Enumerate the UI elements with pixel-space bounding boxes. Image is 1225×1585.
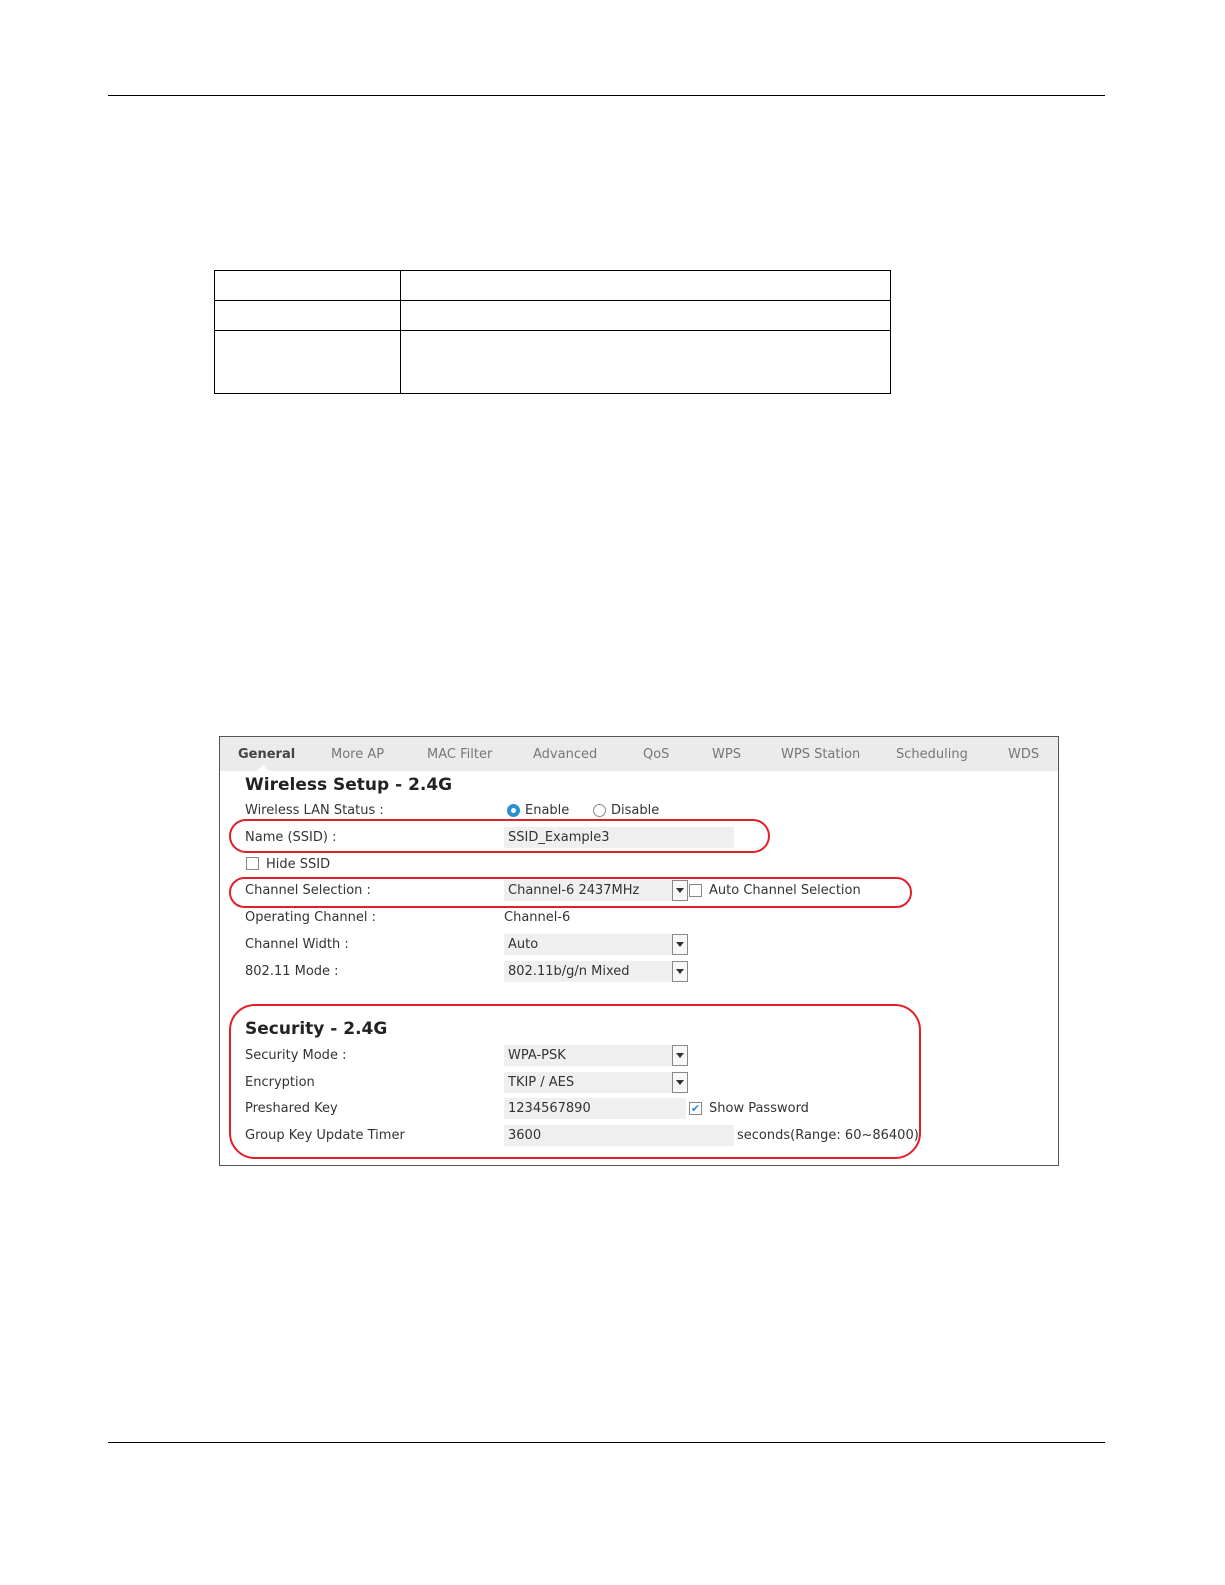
header-rule	[108, 95, 1105, 96]
ssid-highlight	[229, 819, 770, 853]
encryption-label: Encryption	[245, 1075, 315, 1090]
tab-qos[interactable]: QoS	[643, 747, 670, 762]
table-row	[215, 301, 891, 331]
mode-select[interactable]	[504, 961, 688, 982]
channel-selection-label: Channel Selection :	[245, 883, 371, 898]
tab-bar	[220, 737, 1058, 771]
preshared-key-label: Preshared Key	[245, 1101, 338, 1116]
tab-wds[interactable]: WDS	[1008, 747, 1040, 762]
footer-rule	[108, 1442, 1105, 1443]
hide-ssid-checkbox[interactable]	[246, 857, 259, 870]
enable-radio[interactable]	[507, 804, 520, 817]
auto-channel-label: Auto Channel Selection	[709, 883, 861, 898]
tab-wps[interactable]: WPS	[712, 747, 741, 762]
ssid-label: Name (SSID) :	[245, 830, 337, 845]
tab-advanced[interactable]: Advanced	[533, 747, 598, 762]
tab-wps-station[interactable]: WPS Station	[781, 747, 861, 762]
chevron-down-icon[interactable]	[672, 961, 688, 982]
table-cell	[401, 271, 891, 301]
document-table	[214, 270, 891, 394]
security-title: Security - 2.4G	[245, 1019, 388, 1039]
active-tab-indicator	[257, 765, 269, 771]
channel-selection-value: Channel-6 2437MHz	[508, 883, 640, 898]
show-password-checkbox[interactable]: ✔	[690, 1102, 701, 1115]
channel-selection-highlight	[229, 877, 912, 908]
channel-width-value: Auto	[508, 937, 539, 952]
group-key-timer-input[interactable]: 3600	[504, 1125, 734, 1146]
tab-mac-filter[interactable]: MAC Filter	[427, 747, 493, 762]
table-row	[215, 271, 891, 301]
wireless-settings-panel	[219, 736, 1059, 1166]
operating-channel-label: Operating Channel :	[245, 910, 377, 925]
show-password-label: Show Password	[709, 1101, 809, 1116]
ssid-input[interactable]: SSID_Example3	[504, 827, 734, 848]
security-mode-value: WPA-PSK	[508, 1048, 566, 1063]
tab-more-ap[interactable]: More AP	[331, 747, 385, 762]
enable-radio-label: Enable	[525, 803, 570, 818]
operating-channel-value: Channel-6	[504, 910, 571, 925]
security-mode-label: Security Mode :	[245, 1048, 347, 1063]
table-row	[215, 331, 891, 394]
table-cell	[215, 331, 401, 394]
table-cell	[401, 331, 891, 394]
channel-width-label: Channel Width :	[245, 937, 349, 952]
preshared-key-input[interactable]: 1234567890	[504, 1098, 686, 1119]
table-cell	[215, 271, 401, 301]
disable-radio[interactable]	[593, 804, 606, 817]
mode-label: 802.11 Mode :	[245, 964, 339, 979]
tab-scheduling[interactable]: Scheduling	[896, 747, 968, 762]
group-key-timer-hint: seconds(Range: 60~86400)	[737, 1128, 919, 1143]
security-highlight	[229, 1004, 921, 1159]
encryption-value: TKIP / AES	[508, 1075, 575, 1090]
hide-ssid-label: Hide SSID	[266, 857, 331, 872]
table-cell	[215, 301, 401, 331]
disable-radio-label: Disable	[611, 803, 660, 818]
tab-general[interactable]: General	[238, 747, 296, 762]
channel-width-select[interactable]	[504, 934, 688, 955]
wireless-setup-title: Wireless Setup - 2.4G	[245, 775, 453, 795]
wireless-lan-status-label: Wireless LAN Status :	[245, 803, 384, 818]
mode-value: 802.11b/g/n Mixed	[508, 964, 630, 979]
table-cell	[401, 301, 891, 331]
chevron-down-icon[interactable]	[672, 934, 688, 955]
group-key-timer-label: Group Key Update Timer	[245, 1128, 405, 1143]
